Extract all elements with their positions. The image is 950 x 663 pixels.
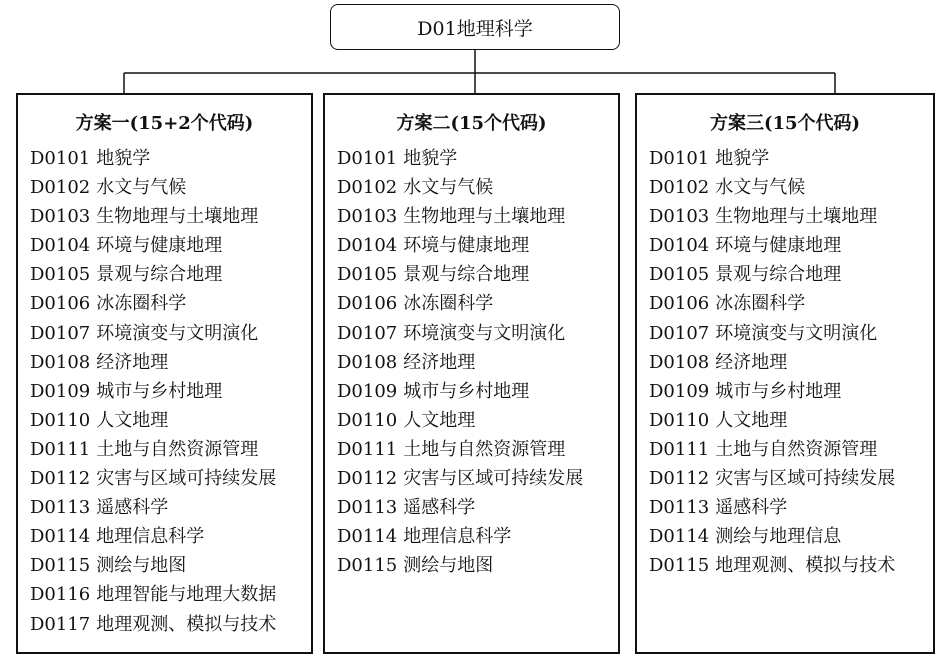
code-item bbox=[337, 348, 618, 377]
scheme-title: 方案三(15个代码) bbox=[709, 113, 861, 134]
code-item bbox=[337, 377, 618, 406]
code-item bbox=[649, 522, 933, 551]
code-item bbox=[337, 522, 618, 551]
code-name: 环境与健康地理 bbox=[96, 235, 223, 257]
code-item bbox=[337, 435, 618, 464]
code-id: D0113 bbox=[30, 497, 91, 519]
scheme-title: 方案二(15个代码) bbox=[396, 113, 547, 134]
code-id: D0109 bbox=[30, 380, 91, 402]
code-id: D0114 bbox=[337, 526, 398, 548]
code-item bbox=[649, 377, 933, 406]
code-name: 地貌学 bbox=[96, 148, 151, 169]
code-name: 经济地理 bbox=[96, 351, 169, 373]
code-id: D0101 bbox=[337, 148, 398, 169]
code-name: 环境与健康地理 bbox=[715, 235, 842, 257]
code-item bbox=[649, 551, 933, 580]
code-name: 测绘与地图 bbox=[403, 555, 494, 577]
code-item bbox=[337, 319, 618, 348]
code-id: D0114 bbox=[30, 526, 91, 548]
code-name: 测绘与地图 bbox=[96, 555, 187, 577]
code-id: D0106 bbox=[337, 293, 398, 315]
code-list bbox=[637, 144, 933, 580]
code-list bbox=[18, 144, 311, 639]
code-item bbox=[649, 319, 933, 348]
code-name: 景观与综合地理 bbox=[715, 264, 842, 286]
code-name: 灾害与区域可持续发展 bbox=[715, 468, 896, 490]
code-name: 地理信息科学 bbox=[96, 526, 205, 548]
code-item bbox=[30, 522, 311, 551]
code-id: D0105 bbox=[649, 264, 710, 286]
code-item bbox=[337, 289, 618, 318]
code-item bbox=[30, 464, 311, 493]
code-name: 城市与乡村地理 bbox=[96, 380, 223, 402]
code-name: 水文与气候 bbox=[96, 177, 187, 199]
code-id: D0105 bbox=[30, 264, 91, 286]
code-item bbox=[649, 435, 933, 464]
code-name: 遥感科学 bbox=[96, 497, 169, 519]
code-id: D0113 bbox=[337, 497, 398, 519]
code-id: D0110 bbox=[30, 409, 91, 431]
code-id: D0115 bbox=[649, 555, 710, 577]
code-id: D0108 bbox=[649, 351, 710, 373]
code-id: D0104 bbox=[649, 235, 710, 257]
code-name: 水文与气候 bbox=[715, 177, 806, 199]
code-id: D0104 bbox=[337, 235, 398, 257]
code-item bbox=[30, 319, 311, 348]
code-name: 冰冻圈科学 bbox=[715, 293, 806, 315]
code-name: 遥感科学 bbox=[715, 497, 788, 519]
code-id: D0102 bbox=[30, 177, 91, 199]
code-item bbox=[337, 406, 618, 435]
code-id: D0107 bbox=[30, 322, 91, 344]
code-name: 遥感科学 bbox=[403, 497, 476, 519]
code-name: 环境演变与文明演化 bbox=[403, 322, 566, 344]
code-name: 城市与乡村地理 bbox=[403, 380, 530, 402]
code-id: D0111 bbox=[649, 438, 710, 460]
code-name: 地理观测、模拟与技术 bbox=[715, 555, 896, 577]
code-name: 景观与综合地理 bbox=[96, 264, 223, 286]
code-name: 环境与健康地理 bbox=[403, 235, 530, 257]
code-item bbox=[30, 610, 311, 639]
code-item bbox=[30, 289, 311, 318]
code-id: D0110 bbox=[649, 409, 710, 431]
scheme-box-1 bbox=[16, 93, 313, 654]
code-item bbox=[649, 493, 933, 522]
code-name: 人文地理 bbox=[403, 409, 476, 431]
code-name: 环境演变与文明演化 bbox=[96, 322, 259, 344]
code-name: 灾害与区域可持续发展 bbox=[403, 468, 584, 490]
code-id: D0103 bbox=[30, 206, 91, 228]
code-id: D0106 bbox=[649, 293, 710, 315]
code-item bbox=[649, 289, 933, 318]
code-name: 冰冻圈科学 bbox=[96, 293, 187, 315]
code-name: 水文与气候 bbox=[403, 177, 494, 199]
code-item bbox=[649, 464, 933, 493]
code-name: 冰冻圈科学 bbox=[403, 293, 494, 315]
code-id: D0112 bbox=[649, 468, 710, 490]
code-name: 土地与自然资源管理 bbox=[403, 438, 566, 460]
code-item bbox=[649, 406, 933, 435]
code-id: D0115 bbox=[30, 555, 91, 577]
code-item bbox=[337, 231, 618, 260]
code-name: 生物地理与土壤地理 bbox=[715, 206, 878, 228]
code-id: D0109 bbox=[337, 380, 398, 402]
code-id: D0114 bbox=[649, 526, 710, 548]
code-item bbox=[30, 144, 311, 173]
code-id: D0111 bbox=[30, 438, 91, 460]
code-id: D0117 bbox=[30, 613, 91, 635]
code-name: 人文地理 bbox=[715, 409, 788, 431]
code-item bbox=[337, 173, 618, 202]
code-item bbox=[649, 260, 933, 289]
code-id: D0101 bbox=[649, 148, 710, 169]
code-name: 地理信息科学 bbox=[403, 526, 512, 548]
code-name: 土地与自然资源管理 bbox=[715, 438, 878, 460]
code-item bbox=[30, 493, 311, 522]
code-name: 地貌学 bbox=[715, 148, 770, 169]
code-item bbox=[649, 144, 933, 173]
code-item bbox=[337, 551, 618, 580]
code-item bbox=[30, 173, 311, 202]
code-name: 地理观测、模拟与技术 bbox=[96, 613, 277, 635]
code-name: 城市与乡村地理 bbox=[715, 380, 842, 402]
code-id: D0101 bbox=[30, 148, 91, 169]
code-item bbox=[649, 231, 933, 260]
code-id: D0107 bbox=[649, 322, 710, 344]
scheme-box-2 bbox=[323, 93, 620, 654]
code-id: D0102 bbox=[649, 177, 710, 199]
code-name: 环境演变与文明演化 bbox=[715, 322, 878, 344]
code-id: D0108 bbox=[30, 351, 91, 373]
code-id: D0106 bbox=[30, 293, 91, 315]
code-id: D0103 bbox=[649, 206, 710, 228]
code-name: 灾害与区域可持续发展 bbox=[96, 468, 277, 490]
code-item bbox=[649, 348, 933, 377]
code-item bbox=[337, 202, 618, 231]
code-name: 地貌学 bbox=[403, 148, 458, 169]
code-name: 生物地理与土壤地理 bbox=[96, 206, 259, 228]
code-item bbox=[30, 260, 311, 289]
code-item bbox=[649, 173, 933, 202]
code-name: 生物地理与土壤地理 bbox=[403, 206, 566, 228]
code-id: D0111 bbox=[337, 438, 398, 460]
code-item bbox=[30, 377, 311, 406]
code-item bbox=[30, 580, 311, 609]
code-list bbox=[325, 144, 618, 580]
code-item bbox=[337, 260, 618, 289]
code-item bbox=[30, 435, 311, 464]
code-id: D0112 bbox=[30, 468, 91, 490]
code-id: D0104 bbox=[30, 235, 91, 257]
code-id: D0103 bbox=[337, 206, 398, 228]
code-id: D0116 bbox=[30, 584, 91, 606]
code-item bbox=[30, 348, 311, 377]
code-item bbox=[337, 493, 618, 522]
code-id: D0113 bbox=[649, 497, 710, 519]
code-name: 土地与自然资源管理 bbox=[96, 438, 259, 460]
code-item bbox=[30, 231, 311, 260]
code-item bbox=[649, 202, 933, 231]
code-id: D0102 bbox=[337, 177, 398, 199]
code-item bbox=[30, 406, 311, 435]
code-id: D0107 bbox=[337, 322, 398, 344]
code-name: 经济地理 bbox=[403, 351, 476, 373]
code-id: D0105 bbox=[337, 264, 398, 286]
code-name: 人文地理 bbox=[96, 409, 169, 431]
code-id: D0109 bbox=[649, 380, 710, 402]
code-item bbox=[30, 202, 311, 231]
code-name: 景观与综合地理 bbox=[403, 264, 530, 286]
code-id: D0110 bbox=[337, 409, 398, 431]
code-item bbox=[337, 464, 618, 493]
scheme-title: 方案一(15+2个代码) bbox=[75, 113, 254, 134]
code-id: D0115 bbox=[337, 555, 398, 577]
code-name: 经济地理 bbox=[715, 351, 788, 373]
root-label: D01地理科学 bbox=[417, 17, 533, 40]
code-item bbox=[337, 144, 618, 173]
code-name: 测绘与地理信息 bbox=[715, 526, 842, 548]
code-id: D0112 bbox=[337, 468, 398, 490]
code-name: 地理智能与地理大数据 bbox=[96, 584, 277, 606]
root-node bbox=[330, 4, 620, 50]
code-item bbox=[30, 551, 311, 580]
code-id: D0108 bbox=[337, 351, 398, 373]
scheme-box-3 bbox=[635, 93, 935, 654]
